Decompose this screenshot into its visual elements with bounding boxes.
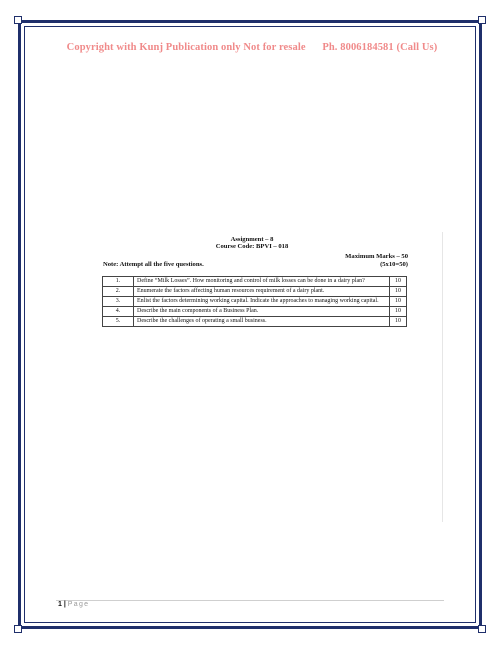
table-row [103,317,407,327]
page-footer [58,601,89,608]
question-text: Describe the main components of a Business Plan. [134,307,390,317]
question-text: Enlist the factors determining working capital. Indicate the approaches to managing working capital. [134,297,390,307]
question-number: 2. [103,287,134,297]
page-number: 1 [58,601,62,608]
question-text: Define “Milk Losses”. How monitoring and control of milk losses can be done in a dairy plan? [134,277,390,287]
border-corner-top-left [14,16,22,24]
copyright-header [0,42,504,53]
question-text: Enumerate the factors affecting human resources requirement of a dairy plant. [134,287,390,297]
page-label: Page [67,601,90,608]
border-corner-top-right [478,16,486,24]
phone-text: Ph. 8006184581 (Call Us) [322,42,438,53]
border-corner-bottom-left [14,625,22,633]
question-marks: 10 [390,277,407,287]
instructions-note: Note: Attempt all the five questions. [103,261,204,268]
footer-separator: | [63,601,66,608]
question-marks: 10 [390,297,407,307]
question-number: 3. [103,297,134,307]
border-corner-bottom-right [478,625,486,633]
question-text: Describe the challenges of operating a small business. [134,317,390,327]
marks-breakdown: (5x10=50) [380,261,408,268]
footer-divider [56,600,444,601]
question-marks: 10 [390,287,407,297]
table-row [103,287,407,297]
maximum-marks: Maximum Marks – 50 [345,253,408,260]
copyright-text: Copyright with Kunj Publication only Not for resale [66,42,306,53]
question-number: 5. [103,317,134,327]
question-number: 1. [103,277,134,287]
course-code: Course Code: BPVI – 018 [215,243,289,250]
table-row [103,297,407,307]
questions-table [102,276,407,327]
question-marks: 10 [390,317,407,327]
table-row [103,277,407,287]
question-number: 4. [103,307,134,317]
assignment-title: Assignment – 8 [230,236,274,243]
table-row [103,307,407,317]
question-marks: 10 [390,307,407,317]
margin-rule [442,232,443,522]
